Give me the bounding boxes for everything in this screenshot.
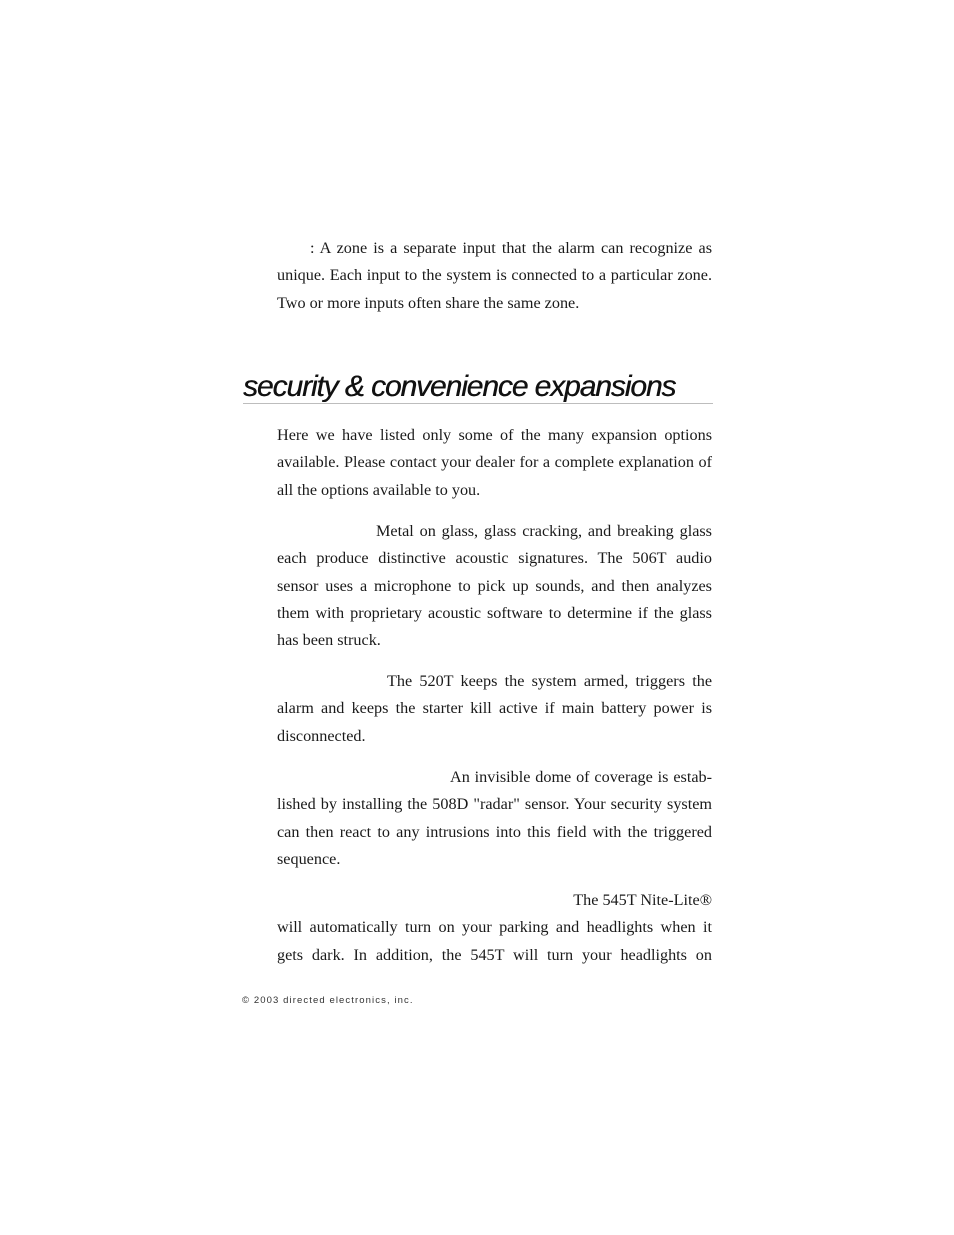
field-disturbance-text: An invisible dome of coverage is estab-lished by installing the 508D "radar" sensor. Your security system can then react to any intrusions into this field with the triggered sequence. [277,768,712,868]
glass-break-sensor-text: Metal on glass, glass cracking, and breaking glass each produce distinctive acoustic signatures. The 506T audio sensor uses a microphone to pick up sounds, and then analyzes them with proprietary acoustic software to determine if the glass has been struck. [277,522,712,650]
zone-definition-paragraph [277,235,712,317]
nite-lite-first-line: The 545T Nite-Lite® [573,891,712,909]
field-disturbance-paragraph [277,764,712,873]
battery-backup-paragraph [277,668,712,750]
zone-definition-text: : A zone is a separate input that the alarm can recognize as unique. Each input to the system is connected to a particular zone. Two or more inputs often share the same zone. [277,239,712,312]
battery-backup-text: The 520T keeps the system armed, triggers the alarm and keeps the starter kill active if main battery power is disconnected. [277,672,712,745]
glass-break-sensor-paragraph [277,518,712,654]
section-heading: security & convenience expansions [243,370,676,403]
nite-lite-paragraph [277,887,712,969]
nite-lite-text: will automatically turn on your parking and headlights when it gets dark. In addition, the 545T will turn your headlights on [277,918,712,964]
section-intro-paragraph: Here we have listed only some of the many expansion options available. Please contact your dealer for a complete explanation of all the options available to you. [277,426,712,499]
copyright-footer: © 2003 directed electronics, inc. [242,995,414,1006]
heading-underline [243,403,713,404]
